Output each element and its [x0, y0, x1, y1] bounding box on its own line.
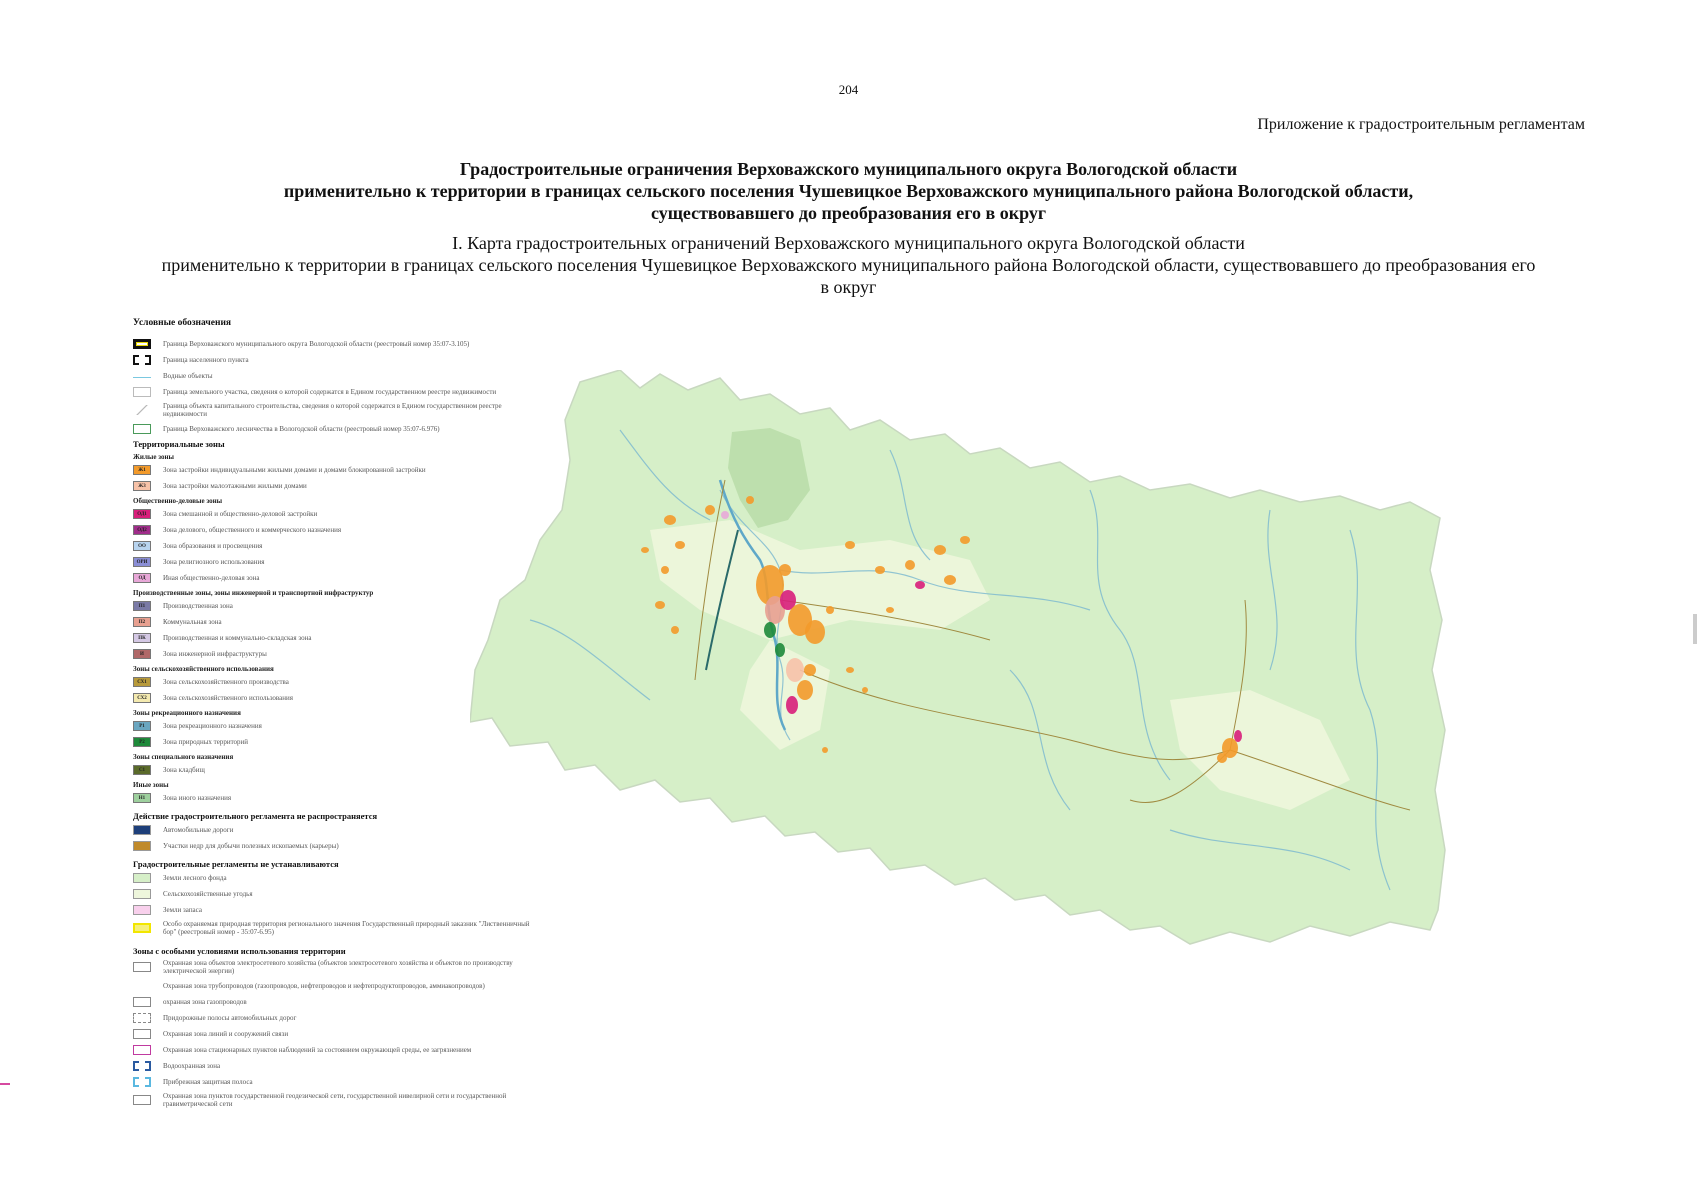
legend-special-zone-label: Водоохранная зона: [163, 1061, 221, 1070]
legend-boundary-swatch: [133, 424, 151, 434]
settlement-marker: [797, 680, 813, 700]
legend-not-established-swatch: [133, 923, 151, 933]
settlement-marker: [779, 564, 791, 576]
settlement-marker: [1234, 730, 1242, 742]
legend-not-established-label: Особо охраняемая природная территория регионального значения Государственный природный заказник "Лиственничный бор" (реестровый номер - 35:07-6.95): [163, 920, 530, 936]
legend-zone-label: Зона сельскохозяйственного производства: [163, 677, 289, 686]
legend-zone-swatch: СХ1: [133, 677, 151, 687]
legend-zone-label: Зона сельскохозяйственного использования: [163, 693, 293, 702]
legend-special-zones-title: Зоны с особыми условиями использования территории: [133, 946, 346, 956]
legend-boundary-label: Граница объекта капитального строительства, сведения о которой содержатся в Едином государственном реестре недвижимости: [163, 402, 502, 418]
legend-group-title: Жилые зоны: [133, 453, 174, 461]
legend-special-zone-swatch: [133, 1013, 151, 1023]
legend-group-title: Зоны сельскохозяйственного использования: [133, 665, 274, 673]
settlement-marker: [675, 541, 685, 549]
settlement-marker: [875, 566, 885, 574]
settlement-marker: [915, 581, 925, 589]
legend-boundary-label: Граница Верховажского лесничества в Вологодской области (реестровый номер 35:07-6.976): [163, 424, 440, 433]
legend-special-zone-label: охранная зона газопроводов: [163, 997, 247, 1006]
legend-group-title: Производственные зоны, зоны инженерной и транспортной инфраструктур: [133, 589, 374, 597]
legend-zone-swatch: П2: [133, 617, 151, 627]
legend-special-zone-label: Придорожные полосы автомобильных дорог: [163, 1013, 297, 1022]
subtitle-line-1: I. Карта градостроительных ограничений Верховажского муниципального округа Вологодской области: [452, 233, 1245, 253]
legend-zone-label: Зона смешанной и общественно-деловой застройки: [163, 509, 318, 518]
legend-zone-swatch: Н1: [133, 793, 151, 803]
legend-zone-swatch: И: [133, 649, 151, 659]
legend-group-title: Общественно-деловые зоны: [133, 497, 223, 505]
page-number: 204: [838, 82, 859, 97]
settlement-marker: [721, 511, 729, 519]
page-title: [120, 158, 1577, 224]
legend-zone-label: Зона застройки малоэтажными жилыми домами: [163, 481, 307, 490]
legend-zone-swatch: СХ2: [133, 693, 151, 703]
legend-zone-label: Зона делового, общественного и коммерческого назначения: [163, 525, 342, 534]
legend-special-zone-label: Охранная зона пунктов государственной геодезической сети, государственной нивелирной сети и государственной гравиметрической сети: [163, 1092, 507, 1108]
settlement-marker: [786, 658, 804, 682]
legend-not-applicable-swatch: [133, 841, 151, 851]
settlement-marker: [960, 536, 970, 544]
subtitle-line-3: в округ: [820, 277, 877, 297]
legend-not-applicable-swatch: [133, 825, 151, 835]
settlement-marker: [934, 545, 946, 555]
legend-zone-label: Зона образования и просвещения: [163, 541, 263, 550]
edge-mark-left: [0, 1083, 10, 1085]
legend-boundary-swatch: [133, 339, 151, 349]
settlement-marker: [775, 643, 785, 657]
legend-zone-label: Коммунальная зона: [163, 617, 222, 626]
legend-boundary-label: Граница земельного участка, сведения о которой содержатся в Едином государственном реестре недвижимости: [163, 387, 497, 396]
legend-group-title: Зоны рекреационного назначения: [133, 709, 241, 717]
settlement-marker: [826, 606, 834, 614]
settlement-marker: [664, 515, 676, 525]
legend-zone-swatch: ОД1: [133, 509, 151, 519]
legend-not-established-label: Земли лесного фонда: [163, 873, 227, 882]
legend-special-zone-swatch: [133, 981, 151, 991]
legend-not-established-label: Земли запаса: [163, 905, 202, 914]
legend-zone-swatch: П1: [133, 601, 151, 611]
legend-group-title: Зоны специального назначения: [133, 753, 234, 761]
legend-not-established-title: Градостроительные регламенты не устанавливаются: [133, 859, 339, 869]
legend-not-applicable-title: Действие градостроительного регламента не распространяется: [133, 811, 378, 821]
legend-zone-swatch: ОД: [133, 573, 151, 583]
settlement-marker: [786, 696, 798, 714]
settlement-marker: [671, 626, 679, 634]
settlement-marker: [746, 496, 754, 504]
legend-zone-label: Зона рекреационного назначения: [163, 721, 262, 730]
legend-zone-label: Зона кладбищ: [163, 765, 205, 774]
edge-mark-right: [1693, 614, 1697, 644]
legend-zone-swatch: Ж3: [133, 481, 151, 491]
legend-special-zone-item: [133, 1044, 533, 1055]
legend-boundary-swatch: [133, 405, 151, 415]
map-area[interactable]: [470, 370, 1640, 1030]
legend-zone-label: Иная общественно-деловая зона: [163, 573, 260, 582]
title-line-2: применительно к территории в границах сельского поселения Чушевицкое Верховажского муниципального района Вологодской области,: [283, 181, 1414, 201]
legend-boundary-label: Граница населенного пункта: [163, 355, 249, 364]
settlement-marker: [764, 622, 776, 638]
legend-not-established-swatch: [133, 873, 151, 883]
settlement-marker: [862, 687, 868, 693]
legend-zone-swatch: С1: [133, 765, 151, 775]
legend-title: Условные обозначения: [133, 318, 232, 328]
legend-zones-title: Территориальные зоны: [133, 439, 225, 449]
legend-special-zone-item: [133, 1076, 533, 1087]
settlement-marker: [944, 575, 956, 585]
legend-zone-label: Зона застройки индивидуальными жилыми домами и домами блокированной застройки: [163, 465, 426, 474]
legend-special-zone-label: Охранная зона трубопроводов (газопроводов, нефтепроводов и нефтепродуктопроводов, аммиакопроводов): [163, 981, 485, 990]
legend-special-zone-swatch: [133, 1095, 151, 1105]
subtitle-line-2: применительно к территории в границах сельского поселения Чушевицкое Верховажского муниципального района Вологодской области, существовавшего до преобразования его: [161, 255, 1536, 275]
legend-special-zone-swatch: [133, 997, 151, 1007]
settlement-marker: [661, 566, 669, 574]
legend-special-zone-swatch: [133, 1029, 151, 1039]
district-map[interactable]: [470, 370, 1640, 1030]
legend-not-established-swatch: [133, 905, 151, 915]
legend-zone-label: Зона природных территорий: [163, 737, 249, 746]
legend-zone-label: Зона инженерной инфраструктуры: [163, 649, 267, 658]
title-line-1: Градостроительные ограничения Верховажского муниципального округа Вологодской области: [459, 159, 1238, 179]
legend-special-zone-swatch: [133, 1045, 151, 1055]
settlement-marker: [1217, 753, 1227, 763]
legend-not-established-label: Сельскохозяйственные угодья: [163, 889, 253, 898]
settlement-marker: [905, 560, 915, 570]
legend-special-zone-label: Охранная зона стационарных пунктов наблюдений за состоянием окружающей среды, ее загрязнением: [163, 1045, 472, 1054]
legend-boundary-swatch: [133, 387, 151, 397]
legend-not-established-swatch: [133, 889, 151, 899]
settlement-marker: [805, 620, 825, 644]
legend-boundary-label: Водные объекты: [163, 371, 213, 380]
settlement-marker: [846, 667, 854, 673]
legend-zone-swatch: Ж1: [133, 465, 151, 475]
legend-special-zone-label: Прибрежная защитная полоса: [163, 1077, 253, 1086]
legend-zone-label: Производственная и коммунально-складская зона: [163, 633, 312, 642]
legend-zone-swatch: ОО: [133, 541, 151, 551]
map-subtitle: [110, 232, 1587, 298]
legend-special-zone-swatch: [133, 1061, 151, 1071]
legend-boundary-swatch: [133, 373, 151, 378]
legend-special-zone-item: [133, 1092, 533, 1108]
legend-zone-label: Зона иного назначения: [163, 793, 232, 802]
legend-group-title: Иные зоны: [133, 781, 169, 789]
settlement-marker: [804, 664, 816, 676]
settlement-marker: [845, 541, 855, 549]
legend-boundary-label: Граница Верховажского муниципального округа Вологодской области (реестровый номер 35:07-3.105): [163, 339, 470, 348]
legend-not-applicable-label: Участки недр для добычи полезных ископаемых (карьеры): [163, 841, 339, 850]
legend-special-zone-item: [133, 1060, 533, 1071]
settlement-marker: [705, 505, 715, 515]
appendix-label: Приложение к градостроительным регламентам: [1257, 116, 1585, 133]
settlement-marker: [886, 607, 894, 613]
legend-boundary-item: [133, 354, 533, 365]
legend-special-zone-swatch: [133, 962, 151, 972]
legend-zone-swatch: ОРИ: [133, 557, 151, 567]
title-line-3: существовавшего до преобразования его в округ: [650, 203, 1047, 223]
settlement-marker: [655, 601, 665, 609]
legend-zone-label: Зона религиозного использования: [163, 557, 265, 566]
legend-zone-swatch: Р2: [133, 737, 151, 747]
legend-zone-swatch: ОД2: [133, 525, 151, 535]
legend-zone-swatch: ПК: [133, 633, 151, 643]
legend-boundary-item: [133, 338, 533, 349]
legend-boundary-swatch: [133, 355, 151, 365]
legend-special-zone-label: Охранная зона объектов электросетевого хозяйства (объектов электросетевого хозяйства и объектов по производству электрической энергии): [163, 959, 513, 975]
legend-zone-label: Производственная зона: [163, 601, 233, 610]
legend-not-applicable-label: Автомобильные дороги: [163, 825, 234, 834]
settlement-marker: [641, 547, 649, 553]
legend-zone-swatch: Р1: [133, 721, 151, 731]
legend-special-zone-swatch: [133, 1077, 151, 1087]
legend-special-zone-label: Охранная зона линий и сооружений связи: [163, 1029, 289, 1038]
district-territory: [470, 370, 1445, 944]
settlement-marker: [822, 747, 828, 753]
